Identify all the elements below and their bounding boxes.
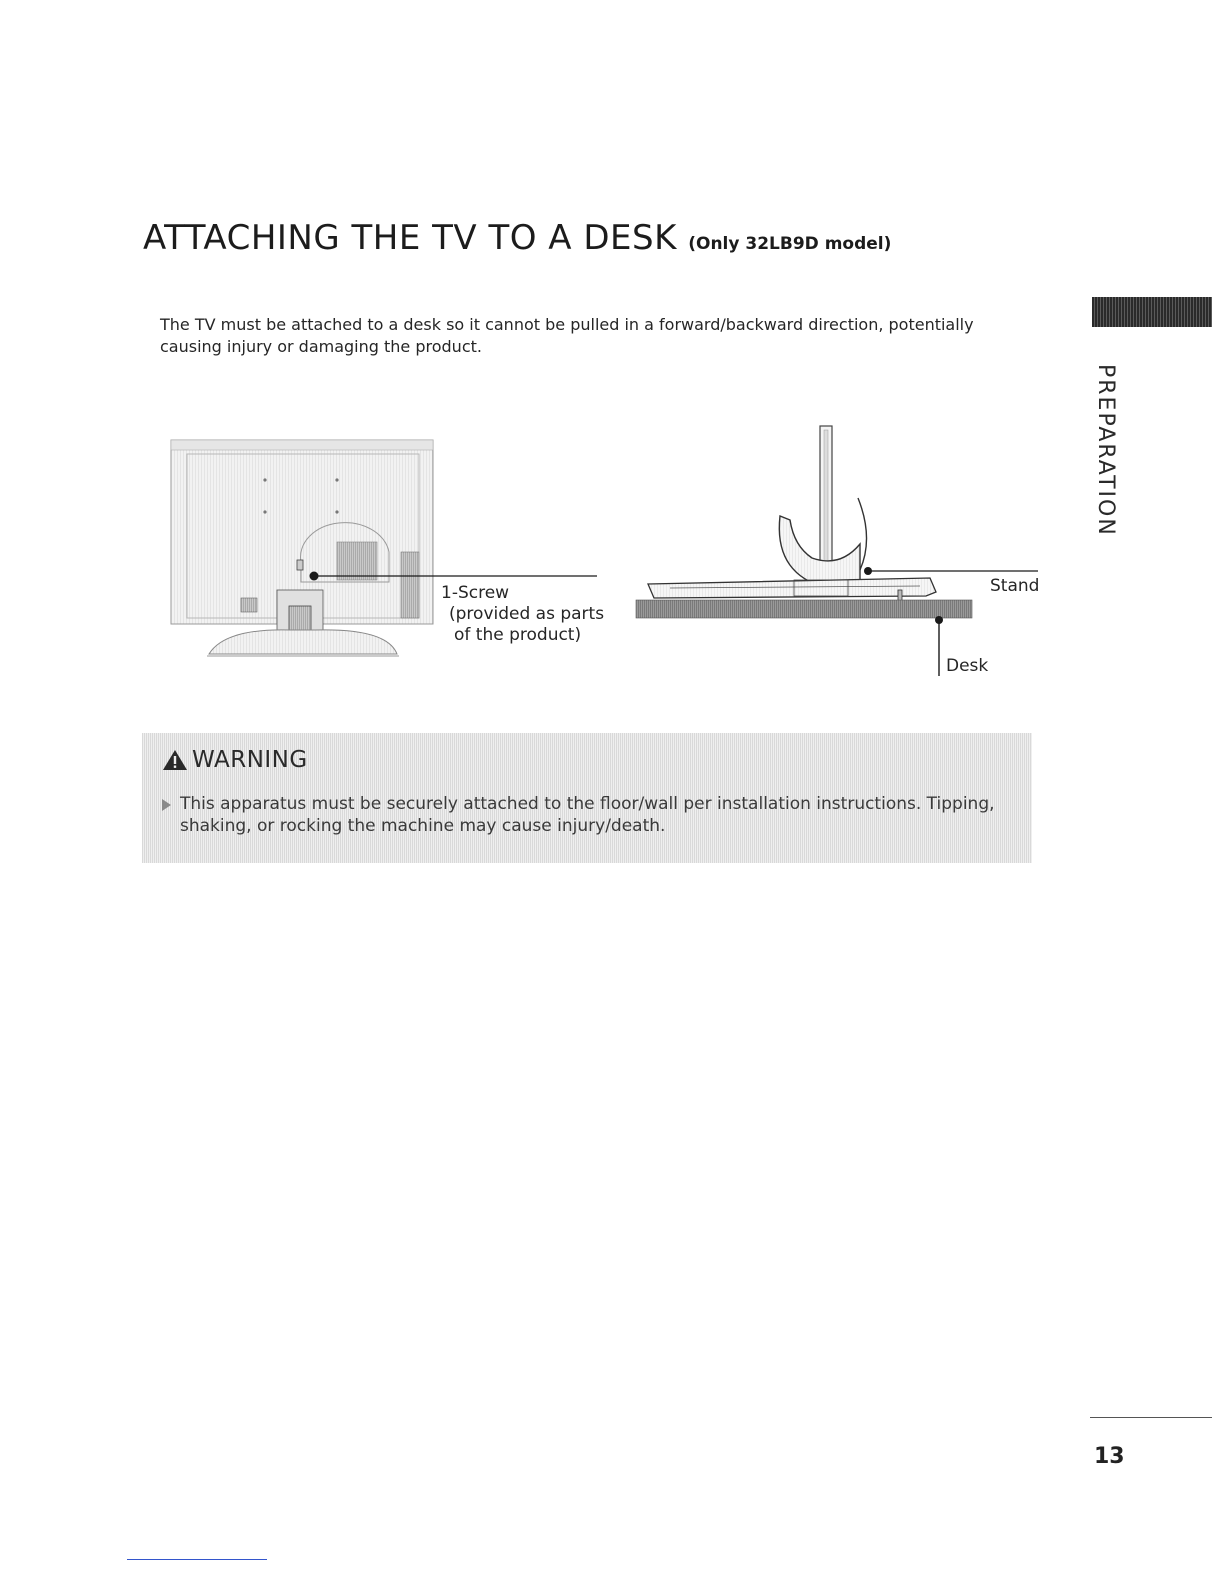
screw-marker — [310, 572, 319, 581]
screw-note-line1: (provided as parts — [449, 604, 605, 624]
page-number: 13 — [1094, 1444, 1125, 1469]
title-model-note: (Only 32LB9D model) — [688, 234, 892, 254]
warning-text: This apparatus must be securely attached to the floor/wall per installation instructions. Tipping, shaking, or rocking the machine may cause injury/death. — [180, 794, 995, 836]
intro-text: The TV must be attached to a desk so it cannot be pulled in a forward/backward direction, potentially causing injury or damaging the product. — [160, 315, 974, 356]
bullet-arrow-icon — [162, 799, 171, 811]
screw-label: 1-Screw — [441, 583, 510, 603]
desk-label: Desk — [946, 656, 989, 676]
bottom-link-underline — [127, 1559, 267, 1560]
section-label: PREPARATION — [1093, 364, 1118, 537]
section-tab-marker — [1092, 297, 1212, 327]
page-title — [143, 218, 891, 258]
warning-title: WARNING — [192, 747, 308, 773]
tv-side-illustration — [630, 420, 1050, 682]
warning-triangle-icon — [162, 748, 188, 772]
screw-callout — [441, 583, 604, 646]
warning-heading — [162, 747, 308, 773]
warning-box — [142, 733, 1032, 863]
title-main: ATTACHING THE TV TO A DESK — [143, 218, 677, 258]
screw-note-line2: of the product) — [454, 625, 582, 645]
stand-label: Stand — [990, 576, 1040, 596]
footer-rule — [1090, 1417, 1212, 1418]
